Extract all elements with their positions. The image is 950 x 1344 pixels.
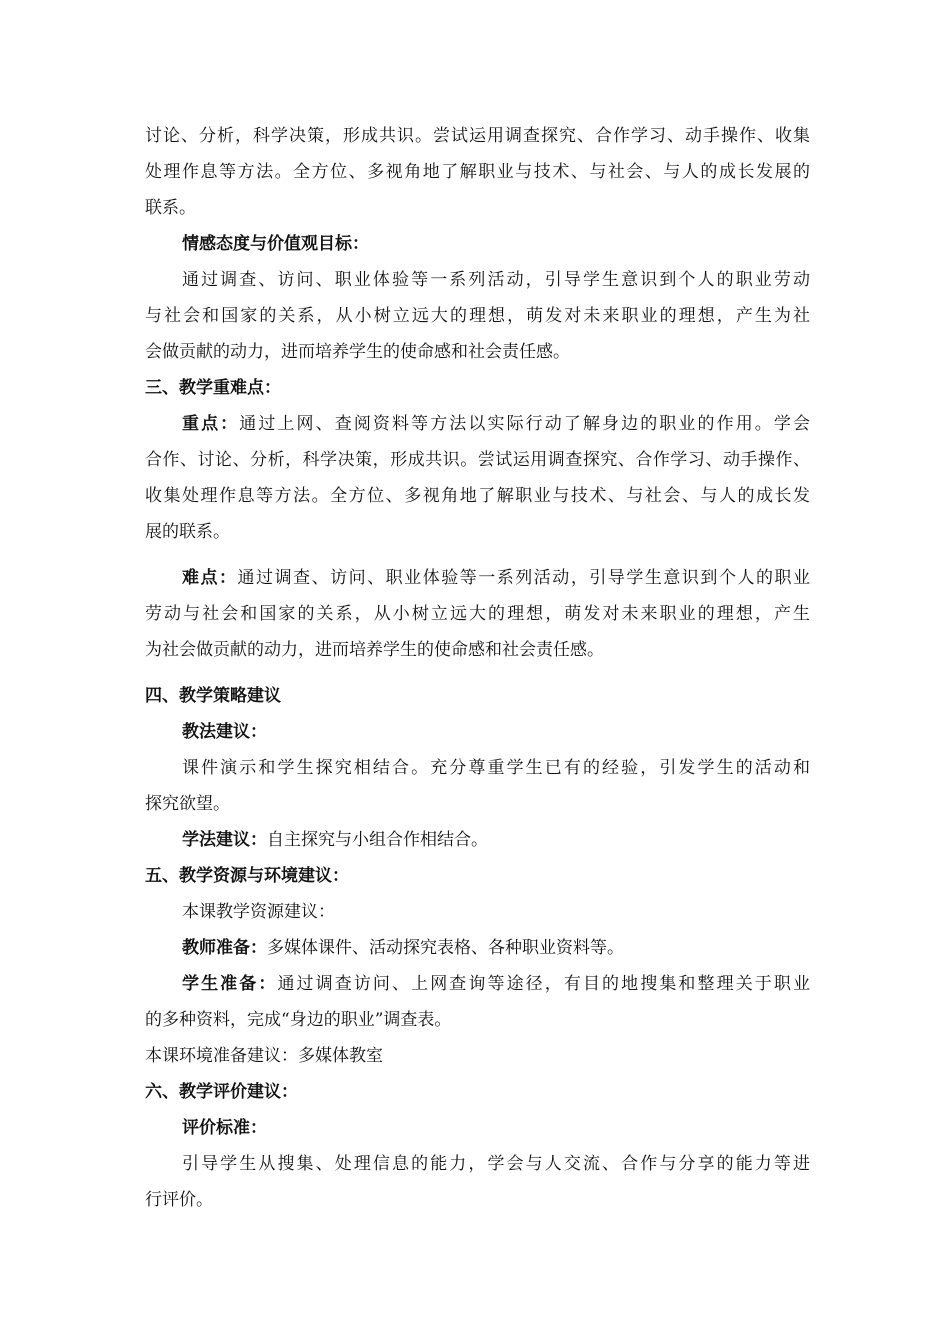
- learning-method-text: 自主探究与小组合作相结合。: [267, 830, 488, 850]
- teacher-prep-label: 教师准备：: [182, 938, 267, 958]
- key-point-line: [145, 406, 810, 442]
- student-prep-label: 学生准备：: [182, 974, 278, 994]
- section-heading-4: 四、教学策略建议: [145, 686, 281, 706]
- student-prep-line: [145, 966, 810, 1002]
- paragraph-line: 探究欲望。: [145, 794, 230, 814]
- paragraph-line: 为社会做贡献的动力，进而培养学生的使命感和社会责任感。: [145, 640, 604, 660]
- difficulty-text: 通过调查、访问、职业体验等一系列活动，引导学生意识到个人的职业: [237, 568, 810, 588]
- section-heading-3: 三、教学重难点：: [145, 378, 281, 398]
- paragraph-line: 与社会和国家的关系，从小树立远大的理想，萌发对未来职业的理想，产生为社: [145, 306, 810, 326]
- difficulty-label: 难点：: [182, 568, 238, 588]
- learning-method-label: 学法建议：: [182, 830, 267, 850]
- teacher-prep-line: [145, 930, 810, 966]
- paragraph-line: 处理作息等方法。全方位、多视角地了解职业与技术、与社会、与人的成长发展的: [145, 162, 810, 182]
- paragraph-line: 会做贡献的动力，进而培养学生的使命感和社会责任感。: [145, 342, 570, 362]
- paragraph-line: 劳动与社会和国家的关系，从小树立远大的理想，萌发对未来职业的理想，产生: [145, 604, 810, 624]
- paragraph-line: 通过调查、访问、职业体验等一系列活动，引导学生意识到个人的职业劳动: [182, 270, 810, 290]
- resource-intro: 本课教学资源建议：: [182, 902, 335, 922]
- paragraph-line: 行评价。: [145, 1190, 213, 1210]
- key-point-label: 重点：: [182, 414, 240, 434]
- spacer: [145, 668, 810, 678]
- paragraph-line: 联系。: [145, 198, 196, 218]
- document-body: [145, 118, 810, 1218]
- key-point-text: 通过上网、查阅资料等方法以实际行动了解身边的职业的作用。学会: [239, 414, 810, 434]
- teacher-prep-text: 多媒体课件、活动探究表格、各种职业资料等。: [267, 938, 624, 958]
- environment-line: 本课环境准备建议：多媒体教室: [145, 1046, 383, 1066]
- learning-method-line: [145, 822, 810, 858]
- emotion-goal-heading: 情感态度与价值观目标：: [182, 234, 369, 254]
- paragraph-line: 收集处理作息等方法。全方位、多视角地了解职业与技术、与社会、与人的成长发: [145, 486, 810, 506]
- section-heading-6: 六、教学评价建议：: [145, 1082, 298, 1102]
- spacer: [145, 550, 810, 560]
- paragraph-line: 的多种资料，完成“身边的职业”调查表。: [145, 1010, 452, 1030]
- section-heading-5: 五、教学资源与环境建议：: [145, 866, 349, 886]
- student-prep-text: 通过调查访问、上网查询等途径，有目的地搜集和整理关于职业: [277, 974, 810, 994]
- teaching-method-heading: 教法建议：: [182, 722, 267, 742]
- paragraph-line: 合作、讨论、分析，科学决策，形成共识。尝试运用调查探究、合作学习、动手操作、: [145, 450, 810, 470]
- criteria-heading: 评价标准：: [182, 1118, 267, 1138]
- paragraph-line: 课件演示和学生探究相结合。充分尊重学生已有的经验，引发学生的活动和: [182, 758, 810, 778]
- paragraph-line: 展的联系。: [145, 522, 230, 542]
- paragraph-line: 讨论、分析，科学决策，形成共识。尝试运用调查探究、合作学习、动手操作、收集: [145, 126, 810, 146]
- paragraph-line: 引导学生从搜集、处理信息的能力，学会与人交流、合作与分享的能力等进: [182, 1154, 810, 1174]
- difficulty-line: [145, 560, 810, 596]
